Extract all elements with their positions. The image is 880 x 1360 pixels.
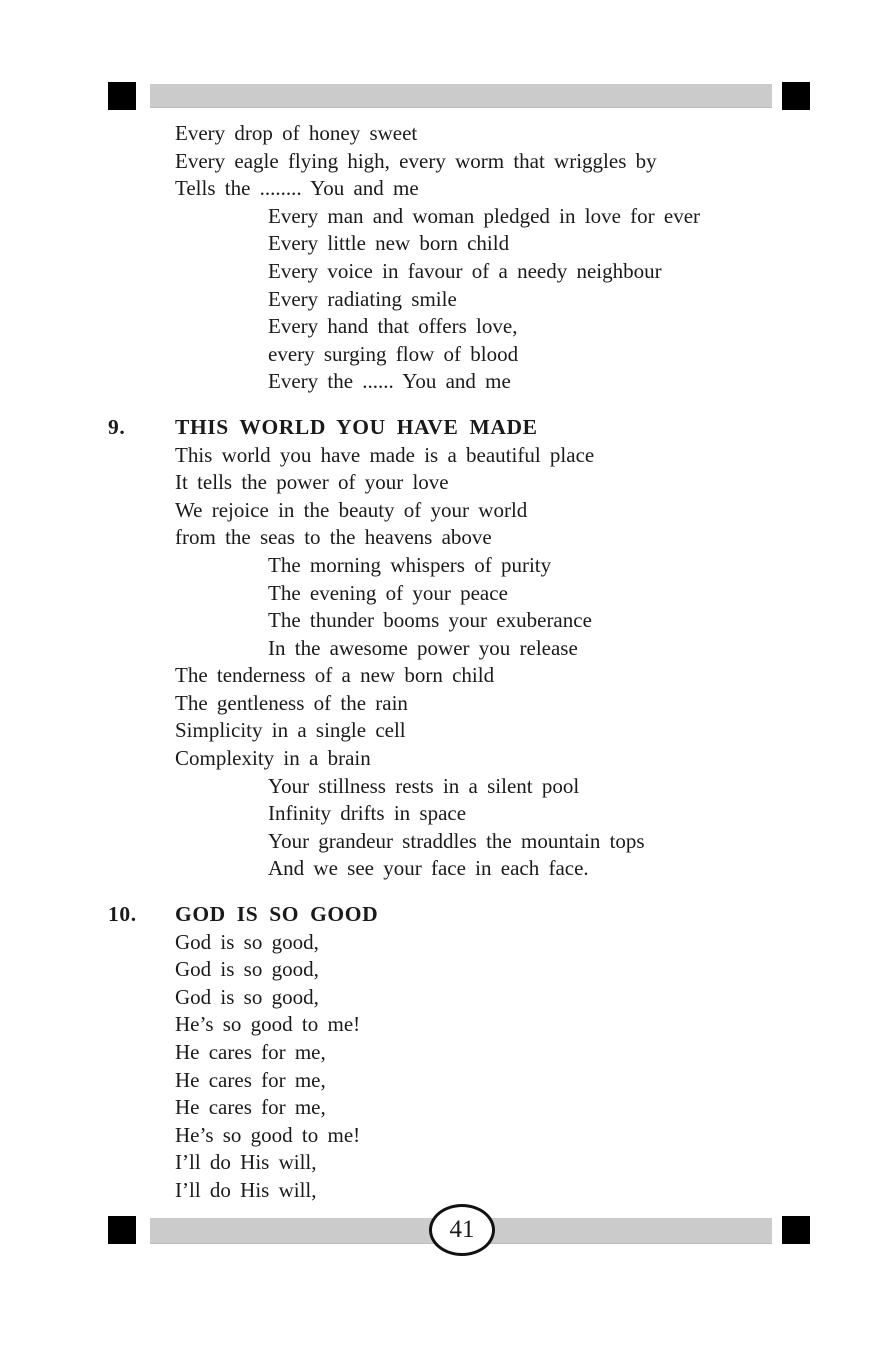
- lyric-line: It tells the power of your love: [175, 470, 449, 495]
- song-number: 9.: [108, 414, 126, 439]
- lyric-line: He cares for me,: [175, 1095, 326, 1120]
- lyric-line: from the seas to the heavens above: [175, 525, 492, 550]
- song-title-row: [108, 414, 880, 442]
- lyric-line: He cares for me,: [175, 1040, 326, 1064]
- song-lyrics-content: [0, 120, 880, 1205]
- lyric-line: Every voice in favour of a needy neighbour: [268, 258, 662, 283]
- song-section: [0, 901, 880, 1205]
- lyric-line: I’ll do His will,: [175, 1177, 317, 1202]
- lyric-line: In the awesome power you release: [268, 635, 578, 660]
- lyric-line: Infinity drifts in space: [268, 801, 467, 826]
- lyric-line: Every hand that offers love,: [268, 314, 518, 339]
- lyric-line: The evening of your peace: [268, 580, 508, 605]
- lyric-line: Every eagle flying high, every worm that wriggles by: [175, 148, 657, 173]
- lyric-line: God is so good,: [175, 929, 319, 954]
- lyric-line: Every the ...... You and me: [268, 369, 511, 394]
- lyric-line: God is so good,: [175, 957, 319, 982]
- footer-rule: [0, 1216, 880, 1246]
- lyric-line: Every little new born child: [268, 231, 510, 256]
- lyric-line: The tenderness of a new born child: [175, 663, 495, 688]
- lyric-line: We rejoice in the beauty of your world: [175, 497, 528, 522]
- song-title-row: [108, 901, 880, 929]
- lyric-line: Your grandeur straddles the mountain tops: [268, 828, 645, 853]
- footer-right-square: [782, 1216, 810, 1244]
- lyric-line: Simplicity in a single cell: [175, 718, 406, 743]
- song-title: THIS WORLD YOU HAVE MADE: [175, 414, 538, 439]
- lyric-line: The gentleness of the rain: [175, 690, 408, 715]
- lyric-line: This world you have made is a beautiful place: [175, 442, 595, 467]
- footer-left-square: [108, 1216, 136, 1244]
- lyric-line: Every radiating smile: [268, 286, 457, 311]
- header-rule: [0, 82, 880, 112]
- lyric-line: He’s so good to me!: [175, 1012, 361, 1037]
- lyric-line: He cares for me,: [175, 1067, 326, 1092]
- header-left-square: [108, 82, 136, 110]
- lyric-line: God is so good,: [175, 984, 319, 1009]
- song-section: [0, 414, 880, 883]
- lyric-line: every surging flow of blood: [268, 341, 519, 366]
- header-right-square: [782, 82, 810, 110]
- lyric-line: Every drop of honey sweet: [175, 121, 418, 145]
- song-title: GOD IS SO GOOD: [175, 902, 379, 927]
- lyric-line: I’ll do His will,: [175, 1150, 317, 1175]
- header-bar: [150, 84, 772, 108]
- page-number: 41: [449, 1216, 475, 1243]
- lyric-line: The thunder booms your exuberance: [268, 608, 592, 633]
- lyric-line: Tells the ........ You and me: [175, 176, 419, 201]
- lyric-line: Your stillness rests in a silent pool: [268, 773, 580, 798]
- lyric-line: And we see your face in each face.: [268, 856, 589, 881]
- lyric-line: The morning whispers of purity: [268, 552, 552, 577]
- lyric-line: Complexity in a brain: [175, 746, 371, 771]
- page-number-badge: [429, 1204, 495, 1256]
- song-continuation: [0, 120, 880, 396]
- song-number: 10.: [108, 902, 137, 927]
- lyric-line: Every man and woman pledged in love for ever: [268, 203, 701, 228]
- lyric-line: He’s so good to me!: [175, 1122, 361, 1147]
